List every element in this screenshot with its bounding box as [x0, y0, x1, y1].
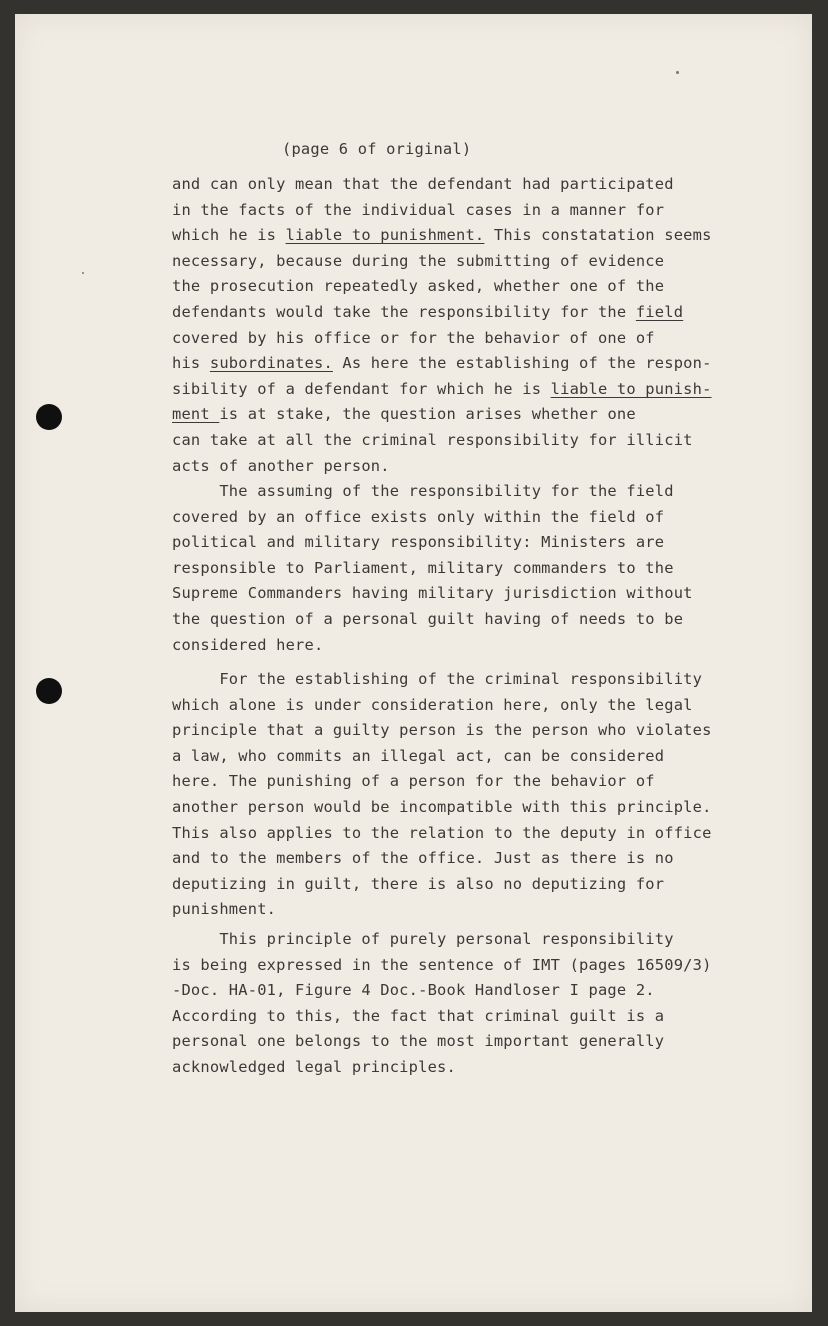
text-line [172, 900, 276, 918]
text-line [172, 252, 664, 270]
text-line [172, 670, 702, 688]
text-segment: a law, who commits an illegal act, can be considered [172, 746, 665, 765]
text-segment: This constatation seems [484, 226, 712, 245]
underlined-text: ment [172, 405, 220, 424]
text-segment: -Doc. HA-01, Figure 4 Doc.-Book Handloser I page 2. [172, 981, 655, 1000]
text-segment: is being expressed in the sentence of IMT (pages 16509/3) [172, 955, 712, 974]
text-segment: principle that a guilty person is the person who violates [172, 721, 712, 740]
text-line [172, 431, 693, 449]
paper-speck [676, 71, 679, 74]
text-line [172, 824, 712, 842]
text-segment: necessary, because during the submitting of evidence [172, 251, 665, 270]
text-segment: The assuming of the responsibility for the field [172, 482, 674, 500]
text-line [172, 380, 712, 398]
text-line [172, 457, 390, 475]
text-segment: which alone is under consideration here, only the legal [172, 695, 693, 714]
text-line [172, 354, 712, 372]
text-line [172, 772, 655, 790]
text-segment: political and military responsibility: Ministers are [172, 533, 665, 552]
text-line [172, 747, 664, 765]
text-segment: in the facts of the individual cases in a manner for [172, 200, 665, 219]
text-segment: sibility of a defendant for which he is [172, 379, 551, 398]
text-segment: another person would be incompatible with this principle. [172, 798, 712, 816]
underlined-text: field [635, 303, 684, 321]
text-segment: considered here. [172, 635, 324, 654]
text-line [172, 175, 674, 193]
text-line [172, 584, 693, 602]
text-line [172, 875, 664, 893]
text-segment: is at stake, the question arises whether one [219, 405, 636, 424]
paper-speck [82, 272, 84, 274]
underlined-text: liable to punishment. [285, 226, 485, 245]
text-segment: This also applies to the relation to the deputy in office [172, 823, 712, 842]
text-segment: For the establishing of the criminal responsibility [172, 670, 703, 688]
text-segment: and can only mean that the defendant had participated [172, 175, 674, 193]
underlined-text: liable to punish- [550, 379, 712, 398]
punch-hole [36, 678, 62, 704]
text-segment: can take at all the criminal responsibility for illicit [172, 431, 693, 449]
text-segment: responsible to Parliament, military commanders to the [172, 558, 674, 577]
text-line [172, 303, 683, 321]
text-line [172, 1058, 456, 1076]
text-segment: defendants would take the responsibility for the [172, 303, 636, 321]
text-segment: According to this, the fact that criminal guilt is a [172, 1006, 665, 1025]
text-segment: punishment. [172, 900, 277, 919]
text-line [172, 849, 674, 867]
text-segment: the question of a personal guilt having of needs to be [172, 610, 684, 628]
text-segment: covered by his office or for the behavior of one of [172, 328, 655, 347]
text-segment: acts of another person. [172, 456, 390, 475]
page-header: (page 6 of original) [282, 140, 472, 158]
text-line [172, 405, 636, 423]
text-segment: the prosecution repeatedly asked, whether one of the [172, 277, 665, 296]
text-segment: Supreme Commanders having military jurisdiction without [172, 584, 693, 603]
text-line [172, 636, 323, 654]
text-segment: covered by an office exists only within the field of [172, 507, 665, 526]
text-segment: This principle of purely personal responsibility [172, 930, 674, 948]
text-line [172, 1032, 664, 1050]
text-segment: personal one belongs to the most important generally [172, 1032, 665, 1051]
text-segment: his [172, 354, 210, 373]
text-line [172, 226, 712, 244]
text-line [172, 329, 655, 347]
text-line [172, 508, 664, 526]
text-line [172, 798, 712, 816]
text-segment: here. The punishing of a person for the behavior of [172, 772, 655, 791]
text-line [172, 696, 693, 714]
text-segment: and to the members of the office. Just as there is no [172, 849, 674, 868]
text-line [172, 277, 664, 295]
punch-hole [36, 404, 62, 430]
text-line [172, 930, 674, 948]
underlined-text: subordinates. [209, 354, 333, 373]
text-line [172, 201, 664, 219]
text-line [172, 721, 712, 739]
text-line [172, 1007, 664, 1025]
text-line [172, 533, 664, 551]
text-segment: which he is [172, 226, 286, 245]
text-line [172, 981, 655, 999]
text-segment: As here the establishing of the respon- [332, 354, 712, 373]
text-line [172, 956, 712, 974]
text-segment: acknowledged legal principles. [172, 1058, 456, 1076]
text-segment: deputizing in guilt, there is also no deputizing for [172, 874, 665, 893]
text-line [172, 482, 674, 500]
text-line [172, 610, 683, 628]
text-line [172, 559, 674, 577]
